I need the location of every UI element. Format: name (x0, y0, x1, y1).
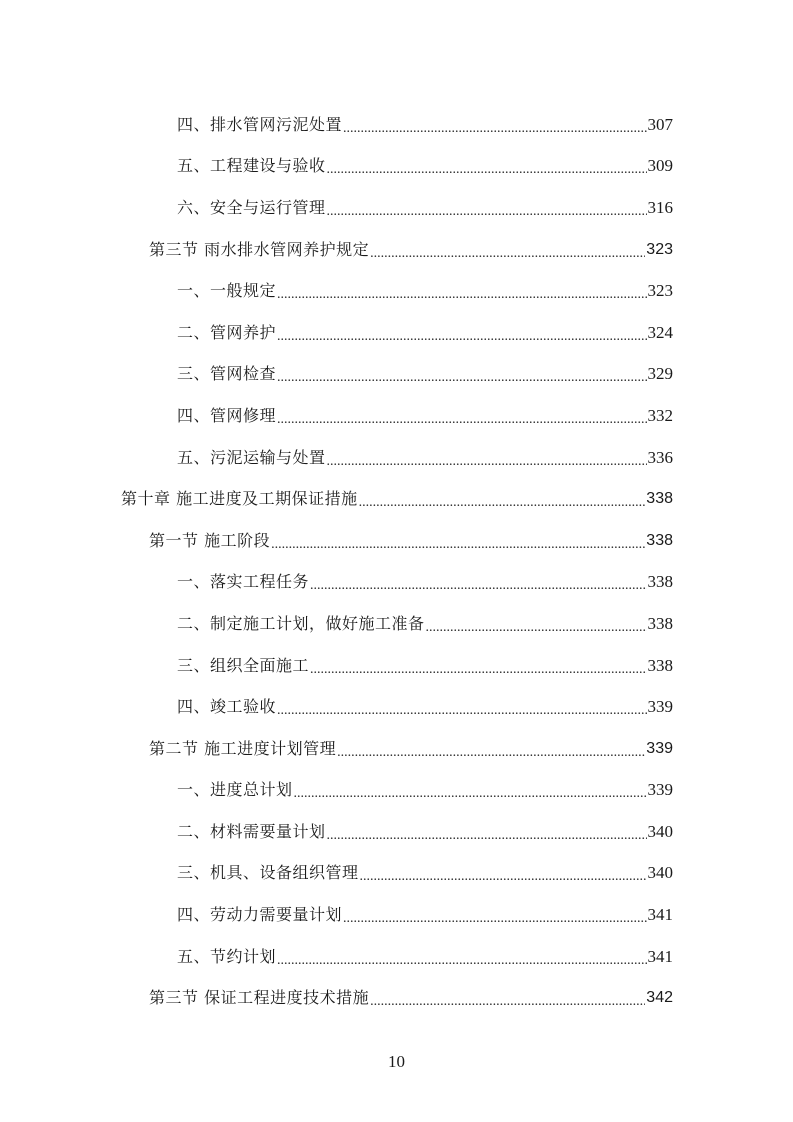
toc-entry-page: 341 (647, 905, 673, 925)
dot-leader (343, 905, 646, 933)
dot-leader (337, 739, 645, 767)
dot-leader (426, 614, 647, 642)
toc-section-entry[interactable] (0, 977, 793, 1019)
dot-leader (343, 115, 646, 143)
toc-entry[interactable] (0, 270, 793, 312)
toc-entry[interactable] (0, 686, 793, 728)
toc-entry-title: 二、制定施工计划，做好施工准备 (177, 613, 425, 633)
dot-leader (277, 406, 646, 434)
dot-leader (271, 531, 645, 559)
toc-entry-title: 四、竣工验收 (177, 697, 277, 717)
dot-leader (277, 281, 646, 309)
toc-section-entry[interactable] (0, 728, 793, 770)
toc-entry-page: 338 (647, 655, 673, 675)
toc-entry[interactable] (0, 312, 793, 354)
toc-entry-page: 332 (647, 405, 673, 425)
table-of-contents (0, 104, 793, 1019)
dot-leader (327, 156, 647, 184)
toc-entry-title: 二、管网养护 (177, 322, 277, 342)
toc-entry-page: 316 (647, 197, 673, 217)
dot-leader (277, 697, 646, 725)
toc-entry-page: 309 (647, 156, 673, 176)
dot-leader (370, 240, 645, 268)
toc-entry-page: 341 (647, 946, 673, 966)
toc-section-entry[interactable] (0, 520, 793, 562)
toc-entry-title: 三、组织全面施工 (177, 655, 310, 675)
toc-entry[interactable] (0, 104, 793, 146)
toc-entry[interactable] (0, 603, 793, 645)
toc-entry-title: 一、进度总计划 (177, 780, 293, 800)
dot-leader (370, 988, 645, 1016)
toc-entry-page: 336 (647, 447, 673, 467)
toc-entry-title: 四、排水管网污泥处置 (177, 114, 343, 134)
toc-entry-page: 329 (647, 364, 673, 384)
page-number: 10 (388, 1052, 405, 1071)
dot-leader (294, 780, 647, 808)
toc-entry-title: 五、节约计划 (177, 946, 277, 966)
toc-section-entry[interactable] (0, 229, 793, 271)
dot-leader (277, 364, 646, 392)
dot-leader (310, 656, 646, 684)
toc-entry-title: 第三节 雨水排水管网养护规定 (149, 239, 370, 259)
dot-leader (277, 947, 646, 975)
dot-leader (277, 323, 646, 351)
toc-entry[interactable] (0, 187, 793, 229)
toc-entry-title: 第三节 保证工程进度技术措施 (149, 988, 370, 1008)
toc-entry-title: 一、一般规定 (177, 281, 277, 301)
toc-entry[interactable] (0, 395, 793, 437)
toc-entry-title: 第一节 施工阶段 (149, 530, 271, 550)
toc-entry-page: 307 (647, 114, 673, 134)
toc-entry[interactable] (0, 645, 793, 687)
dot-leader (327, 448, 647, 476)
toc-entry-title: 四、劳动力需要量计划 (177, 905, 343, 925)
toc-entry[interactable] (0, 894, 793, 936)
toc-entry-page: 338 (646, 531, 673, 549)
toc-entry-title: 五、工程建设与验收 (177, 156, 326, 176)
toc-entry-title: 三、管网检查 (177, 364, 277, 384)
toc-entry-title: 二、材料需要量计划 (177, 821, 326, 841)
toc-entry-page: 323 (646, 240, 673, 258)
toc-entry-title: 第十章 施工进度及工期保证措施 (121, 489, 358, 509)
toc-entry-page: 338 (647, 572, 673, 592)
dot-leader (327, 822, 647, 850)
toc-entry-page: 323 (647, 281, 673, 301)
toc-entry-page: 339 (647, 780, 673, 800)
toc-entry-page: 338 (646, 490, 673, 508)
toc-entry-page: 342 (646, 989, 673, 1007)
dot-leader (360, 863, 647, 891)
toc-chapter-entry[interactable] (0, 478, 793, 520)
dot-leader (359, 489, 646, 517)
toc-entry[interactable] (0, 770, 793, 812)
toc-entry[interactable] (0, 811, 793, 853)
toc-entry-page: 340 (647, 863, 673, 883)
toc-entry-page: 340 (647, 821, 673, 841)
toc-entry[interactable] (0, 853, 793, 895)
toc-entry-title: 一、落实工程任务 (177, 572, 310, 592)
toc-entry[interactable] (0, 562, 793, 604)
toc-entry[interactable] (0, 437, 793, 479)
toc-entry-page: 324 (647, 322, 673, 342)
toc-entry-title: 第二节 施工进度计划管理 (149, 738, 337, 758)
dot-leader (310, 572, 646, 600)
toc-entry-title: 五、污泥运输与处置 (177, 447, 326, 467)
toc-entry[interactable] (0, 354, 793, 396)
toc-entry[interactable] (0, 936, 793, 978)
toc-entry-page: 339 (646, 739, 673, 757)
toc-entry[interactable] (0, 146, 793, 188)
toc-entry-title: 四、管网修理 (177, 405, 277, 425)
dot-leader (327, 198, 647, 226)
toc-entry-page: 339 (647, 697, 673, 717)
toc-entry-page: 338 (647, 613, 673, 633)
toc-entry-title: 三、机具、设备组织管理 (177, 863, 359, 883)
toc-entry-title: 六、安全与运行管理 (177, 197, 326, 217)
